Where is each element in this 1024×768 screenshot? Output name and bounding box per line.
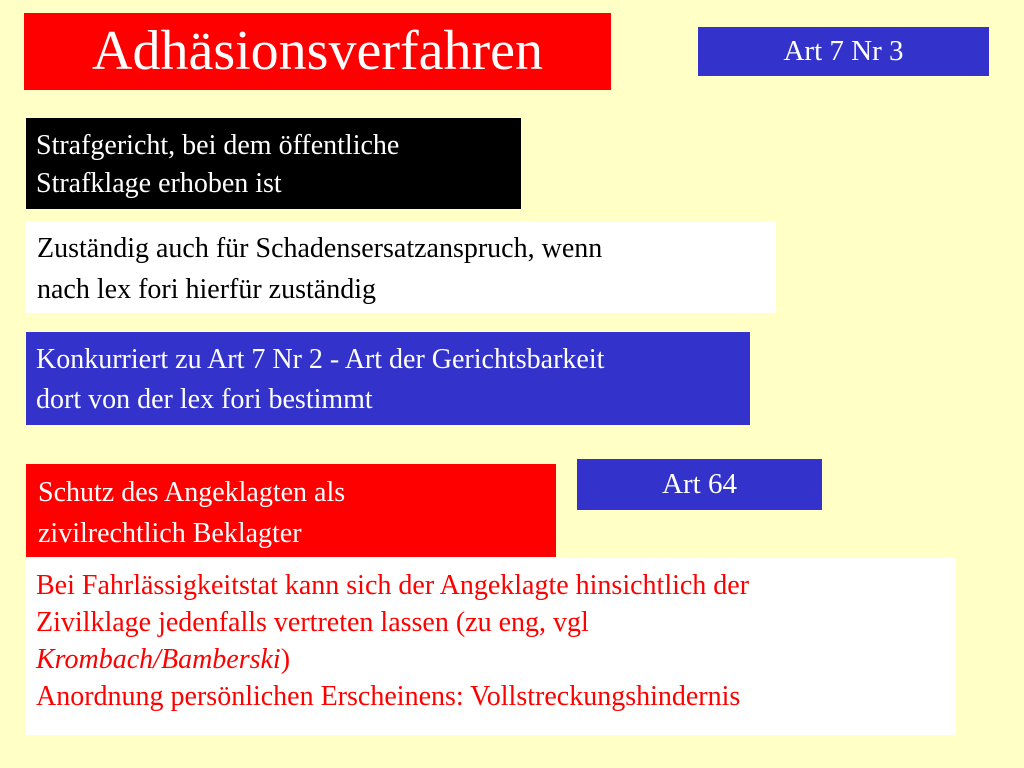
criminal-court-line-1: Strafgericht, bei dem öffentliche [36, 130, 400, 161]
criminal-court-line-2: Strafklage erhoben ist [36, 168, 282, 199]
concurrence-line-1: Konkurriert zu Art 7 Nr 2 - Art der Gerichtsbarkeit [36, 344, 605, 375]
slide-title [24, 13, 611, 90]
slide-title-text: Adhäsionsverfahren [92, 20, 543, 82]
defendant-protection-box [26, 464, 556, 557]
protection-line-2: zivilrechtlich Beklagter [38, 518, 302, 549]
art64-badge [577, 459, 822, 510]
case-citation: Krombach/Bamberski [36, 644, 281, 675]
concurrence-box [26, 332, 750, 425]
case-citation-close: ) [280, 644, 291, 675]
art64-text: Art 64 [662, 468, 737, 500]
negligence-line-4: Anordnung persönlichen Erscheinens: Vollstreckungshindernis [36, 681, 741, 712]
competence-line-1: Zuständig auch für Schadensersatzanspruch, wenn [37, 233, 603, 264]
competence-line-2: nach lex fori hierfür zuständig [37, 274, 376, 305]
protection-line-1: Schutz des Angeklagten als [38, 477, 346, 508]
article-ref-text: Art 7 Nr 3 [783, 35, 904, 67]
negligence-line-3 [36, 641, 956, 678]
criminal-court-box [26, 118, 521, 209]
negligence-box [26, 557, 956, 735]
competence-box [26, 221, 776, 313]
negligence-line-2: Zivilklage jedenfalls vertreten lassen (zu eng, vgl [36, 607, 589, 638]
concurrence-line-2: dort von der lex fori bestimmt [36, 384, 373, 415]
article-ref-badge [698, 27, 989, 76]
negligence-line-1: Bei Fahrlässigkeitstat kann sich der Angeklagte hinsichtlich der [36, 570, 750, 601]
